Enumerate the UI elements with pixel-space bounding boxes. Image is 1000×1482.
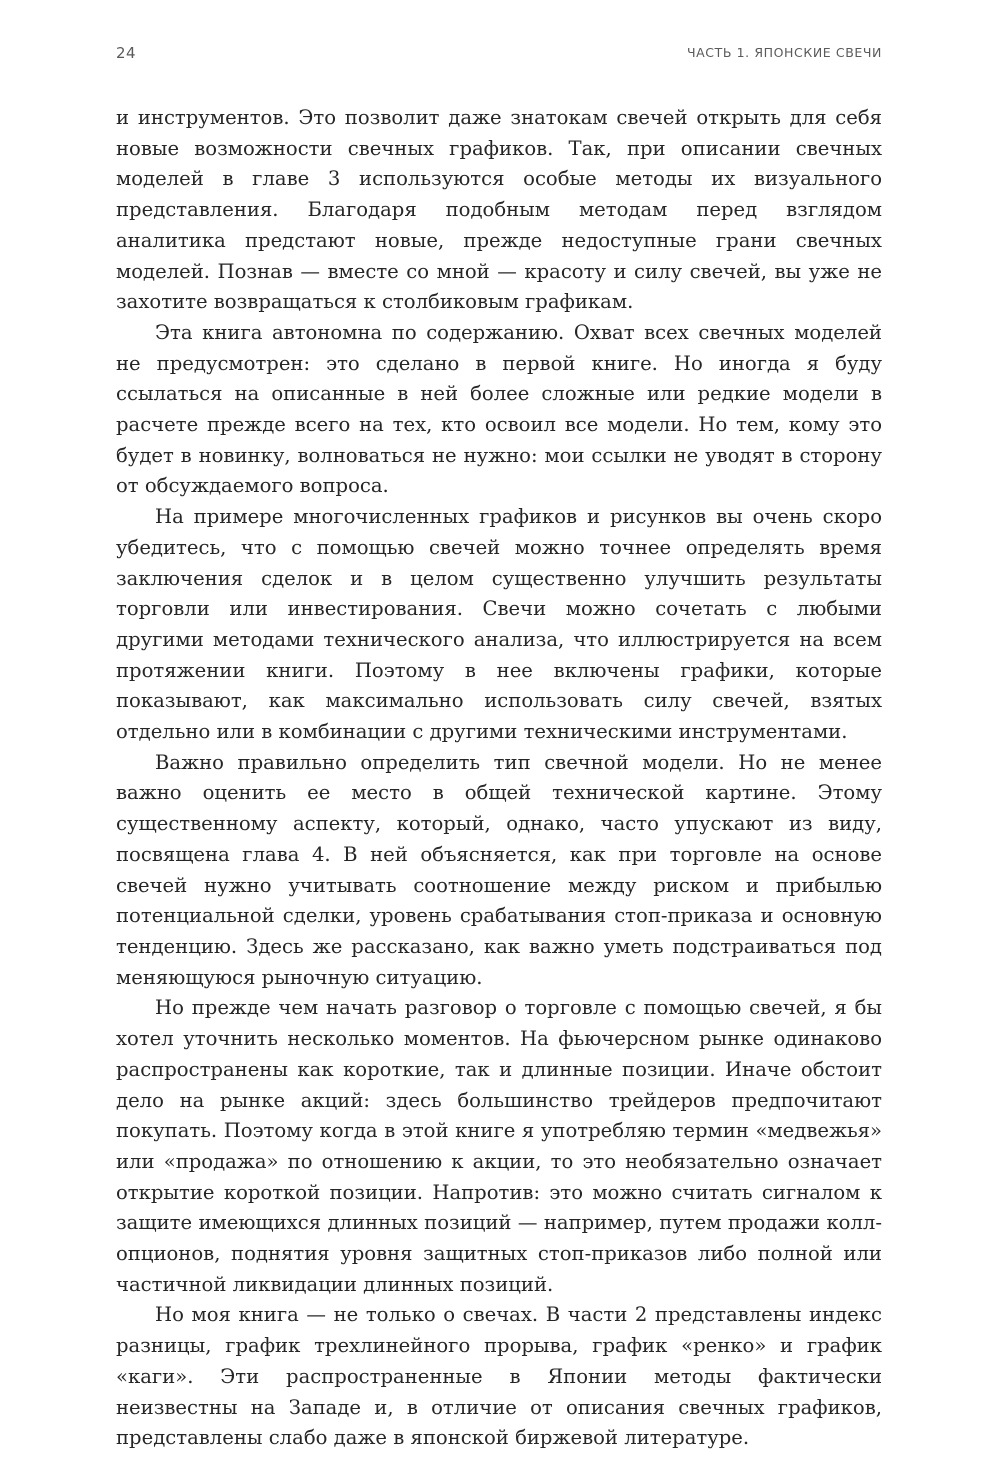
running-head: [116, 44, 882, 66]
paragraph: На примере многочисленных графиков и рисунков вы очень скоро убедитесь, что с помощью свечей можно точнее определять время заключения сделок и в целом существенно улучшить результаты торговли или инвестирования. Свечи можно сочетать с любыми другими методами технического анализа, что иллюстрируется на всем протяжении книги. Поэтому в нее включены графики, которые показывают, как максимально использовать силу свечей, взятых отдельно или в комбинации с другими техническими инструментами.: [116, 505, 882, 744]
paragraph: Важно правильно определить тип свечной модели. Но не менее важно оценить ее место в общей технической картине. Этому существенному аспекту, который, однако, часто упускают из виду, посвящена глава 4. В ней объясняется, как при торговле на основе свечей нужно учитывать соотношение между риском и прибылью потенциальной сделки, уровень срабатывания стоп-приказа и основную тенденцию. Здесь же рассказано, как важно уметь подстраиваться под меняющуюся рыночную ситуацию.: [116, 750, 882, 989]
section-title: ЧАСТЬ 1. ЯПОНСКИЕ СВЕЧИ: [686, 45, 882, 60]
body-text: [116, 103, 882, 1454]
paragraph: Но моя книга — не только о свечах. В части 2 представлены индекс разницы, график трехлинейного прорыва, график «ренко» и график «каги». Эти распространенные в Японии методы фактически неизвестны на Западе и, в отличие от описания свечных графиков, представлены слабо даже в японской биржевой литературе.: [116, 1303, 882, 1450]
page-number: 24: [116, 44, 137, 62]
paragraph: Но прежде чем начать разговор о торговле с помощью свечей, я бы хотел уточнить несколько моментов. На фьючерсном рынке одинаково распространены как короткие, так и длинные позиции. Иначе обстоит дело на рынке акций: здесь большинство трейдеров предпочитают покупать. Поэтому когда в этой книге я употребляю термин «медвежья» или «продажа» по отношению к акции, то это необязательно означает открытие короткой позиции. Напротив: это можно считать сигналом к защите имеющихся длинных позиций — например, путем продажи колл-опционов, поднятия уровня защитных стоп-приказов либо полной или частичной ликвидации длинных позиций.: [116, 996, 882, 1296]
paragraph: Эта книга автономна по содержанию. Охват всех свечных моделей не предусмотрен: это сделано в первой книге. Но иногда я буду ссылаться на описанные в ней более сложные или редкие модели в расчете прежде всего на тех, кто освоил все модели. Но тем, кому это будет в новинку, волноваться не нужно: мои ссылки не уводят в сторону от обсуждаемого вопроса.: [116, 320, 882, 498]
paragraph-continuation: и инструментов. Это позволит даже знатокам свечей открыть для себя новые возможности свечных графиков. Так, при описании свечных моделей в главе 3 используются особые методы их визуального представления. Благодаря подобным методам перед взглядом аналитика предстают новые, прежде недоступные грани свечных моделей. Познав — вместе со мной — красоту и силу свечей, вы уже не захотите возвращаться к столбиковым графикам.: [116, 106, 882, 314]
